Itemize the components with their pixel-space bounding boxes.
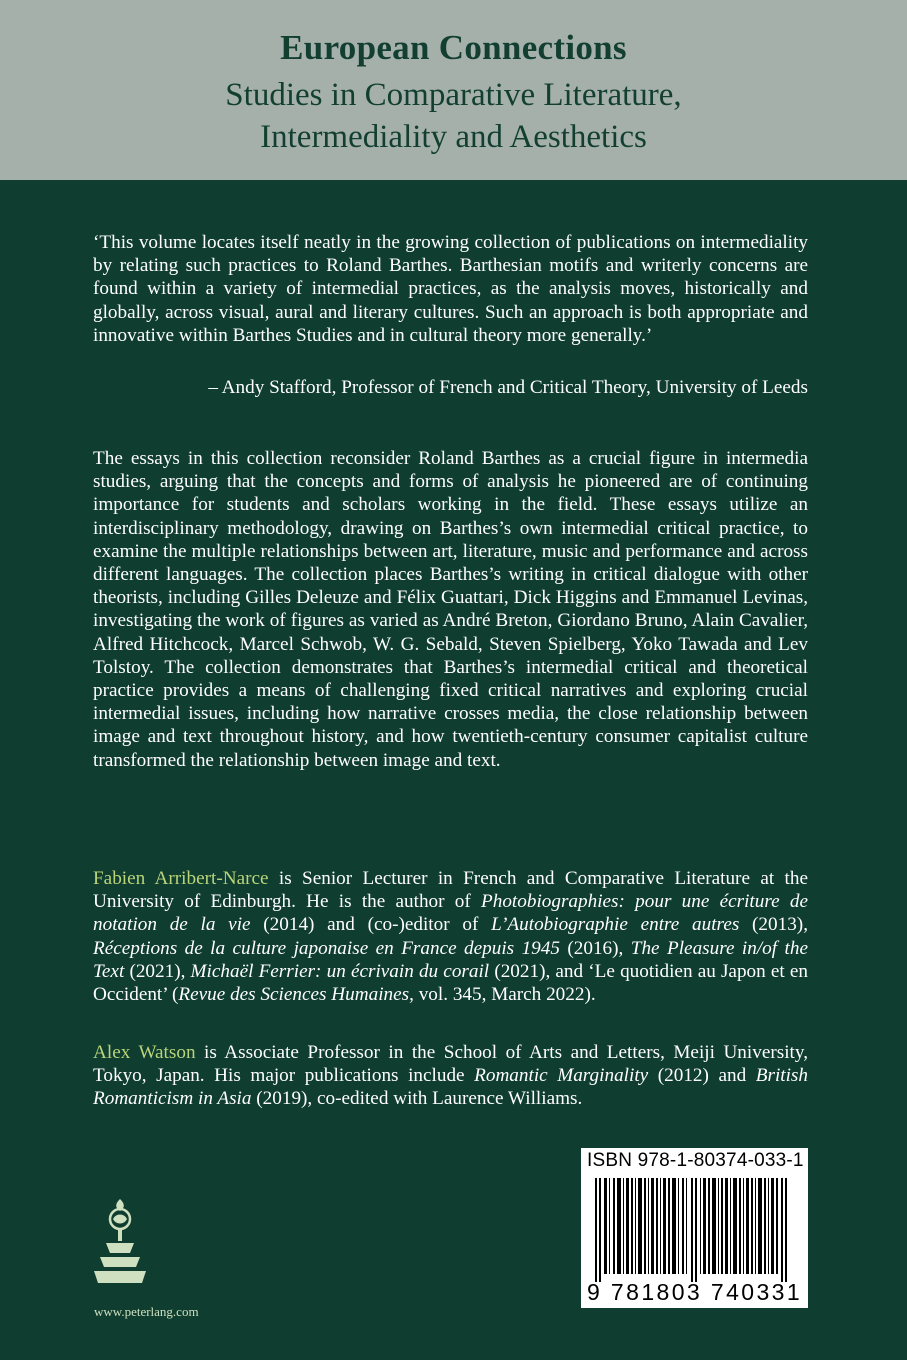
book-description: The essays in this collection reconsider Roland Barthes as a crucial figure in intermedia studies, arguing that the concepts and forms of analysis he pioneered are of continuing importance for students and scholars working in the field. These essays utilize an interdisciplinary methodology, drawing on Barthes’s own intermedial critical practice, to examine the multiple relationships between art, literature, music and performance and across different languages. The collection places Barthes’s writing in critical dialogue with other theorists, including Gilles Deleuze and Félix Guattari, Dick Higgins and Emmanuel Levinas, investigating the work of figures as varied as André Breton, Giordano Bruno, Alain Cavalier, Alfred Hitchcock, Marcel Schwob, W. G. Sebald, Steven Spielberg, Yoko Tawada and Lev Tolstoy. The collection demonstrates that Barthes’s intermedial critical and theoretical practice provides a means of challenging fixed critical narratives and exploring crucial intermedial issues, including how narrative crosses media, the close relationship between image and text throughout history, and how twentieth-century consumer capitalist culture transformed the relationship between image and text. xyxy=(93,448,808,771)
editor-bio-1: Fabien Arribert-Narce is Senior Lecturer in French and Comparative Literature at the University of Edinburgh. He is the author of Photobiographies: pour une écriture de notation de la vie (2014) and (co-)editor of L’Autobiographie entre autres (2013), Réceptions de la culture japonaise en France depuis 1945 (2016), The Pleasure in/of the Text (2021), Michaël Ferrier: un écrivain du corail (2021), and ‘Le quotidien au Japon et en Occident’ (Revue des Sciences Humaines, vol. 345, March 2022). xyxy=(93,868,808,1006)
editor-name-1: Fabien Arribert-Narce xyxy=(93,868,269,889)
series-subtitle xyxy=(0,74,907,158)
isbn-label: ISBN 978-1-80374-033-1 xyxy=(587,1150,804,1171)
isbn-digits: 9 781803 740331 xyxy=(586,1279,803,1305)
subtitle-line-1: Studies in Comparative Literature, xyxy=(225,77,682,113)
editor-bio-2: Alex Watson is Associate Professor in the School of Arts and Letters, Meiji University, Tokyo, Japan. His major publications include Romantic Marginality (2012) and British Romanticism in Asia (2019), co-edited with Laurence Williams. xyxy=(93,1042,809,1110)
series-header xyxy=(0,0,907,180)
peter-lang-logo-icon xyxy=(92,1195,148,1300)
subtitle-line-2: Intermediality and Aesthetics xyxy=(260,119,647,155)
publisher-url[interactable]: www.peterlang.com xyxy=(94,1304,199,1319)
quote-attribution: – Andy Stafford, Professor of French and Critical Theory, University of Leeds xyxy=(208,377,808,398)
editor-name-2: Alex Watson xyxy=(93,1042,196,1063)
isbn-barcode xyxy=(581,1148,808,1308)
endorsement-quote: ‘This volume locates itself neatly in the growing collection of publications on intermediality by relating such practices to Roland Barthes. Barthesian motifs and writerly concerns are found within a variety of intermedial practices, as the analysis moves, historically and globally, across visual, aural and literary cultures. Such an approach is both appropriate and innovative within Barthes Studies and in cultural theory more generally.’ xyxy=(93,232,808,346)
barcode-icon xyxy=(595,1178,795,1282)
series-title: European Connections xyxy=(280,28,627,67)
